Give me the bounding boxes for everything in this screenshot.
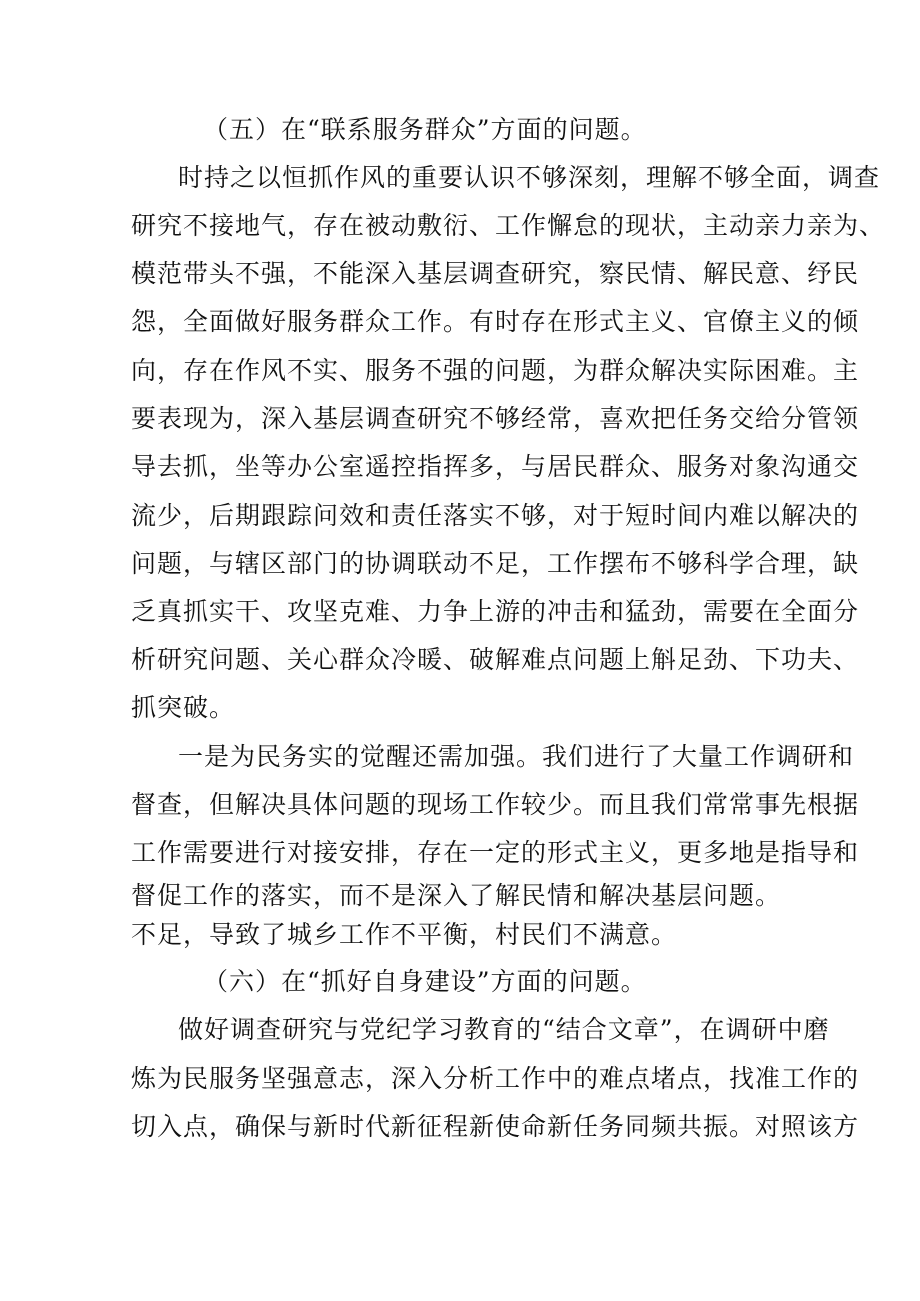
para4-line-2: 炼为民服务坚强意志，深入分析工作中的难点堵点，找准工作的: [131, 1064, 860, 1093]
para2-line-4: 督促工作的落实，而不是深入了解民情和解决基层问题。: [131, 881, 782, 910]
para2-line-3: 工作需要进行对接安排，存在一定的形式主义，更多地是指导和: [131, 838, 860, 867]
section-heading-5: （五）在“联系服务群众”方面的问题。: [203, 115, 647, 144]
para1-line-8: 流少，后期跟踪问效和责任落实不够，对于短时间内难以解决的: [131, 501, 860, 530]
para2-line-1: 一是为民务实的觉醒还需加强。我们进行了大量工作调研和: [178, 742, 855, 771]
section-heading-6: （六）在“抓好自身建设”方面的问题。: [203, 967, 647, 996]
para1-line-5: 向，存在作风不实、服务不强的问题，为群众解决实际困难。主: [131, 356, 860, 385]
para1-line-9: 问题，与辖区部门的协调联动不足，工作摆布不够科学合理，缺: [131, 549, 860, 578]
para1-line-6: 要表现为，深入基层调查研究不够经常，喜欢把任务交给分管领: [131, 404, 860, 433]
para1-line-4: 怨，全面做好服务群众工作。有时存在形式主义、官僚主义的倾: [131, 307, 860, 336]
para1-line-12: 抓突破。: [131, 693, 236, 722]
para1-line-3: 模范带头不强，不能深入基层调查研究，察民情、解民意、纾民: [131, 259, 860, 288]
para3-line-1: 不足，导致了城乡工作不平衡，村民们不满意。: [131, 920, 678, 949]
para1-line-2: 研究不接地气，存在被动敷衍、工作懈怠的现状，主动亲力亲为、: [131, 211, 886, 240]
para1-line-7: 导去抓，坐等办公室遥控指挥多，与居民群众、服务对象沟通交: [131, 452, 860, 481]
para4-line-3: 切入点，确保与新时代新征程新使命新任务同频共振。对照该方: [131, 1112, 860, 1141]
para1-line-11: 析研究问题、关心群众冷暖、破解难点问题上斛足劲、下功夫、: [131, 645, 860, 674]
para4-line-1: 做好调查研究与党纪学习教育的“结合文章”，在调研中磨: [178, 1015, 830, 1044]
para2-line-2: 督查，但解决具体问题的现场工作较少。而且我们常常事先根据: [131, 790, 860, 819]
para1-line-10: 乏真抓实干、攻坚克难、力争上游的冲击和猛劲，需要在全面分: [131, 597, 860, 626]
para1-line-1: 时持之以恒抓作风的重要认识不够深刻，理解不够全面，调查: [178, 163, 881, 192]
